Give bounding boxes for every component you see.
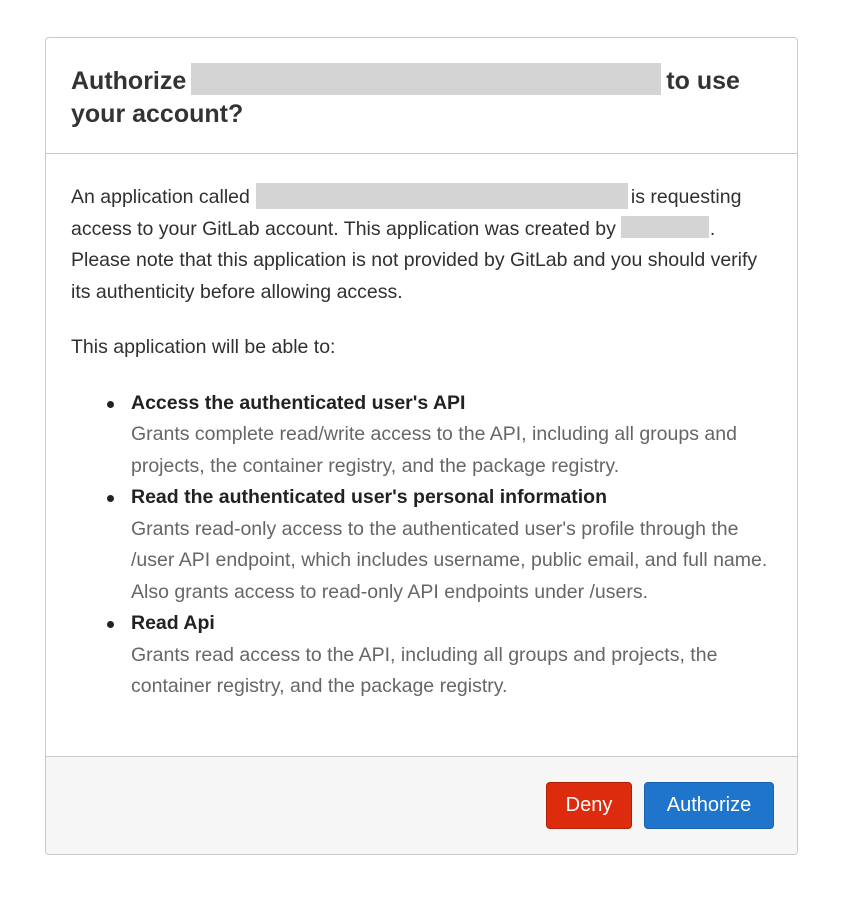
dialog-body <box>46 154 797 703</box>
scope-description: Grants read access to the API, including all groups and projects, the container registry, and the package registry. <box>131 643 718 697</box>
deny-button[interactable]: Deny <box>546 782 632 829</box>
bullet-icon <box>107 401 114 408</box>
scope-description: Grants read-only access to the authenticated user's profile through the /user API endpoint, which includes username, public email, and full name. Also grants access to read-only API endpoints under /users. <box>131 517 768 603</box>
dialog-title <box>71 65 772 131</box>
bullet-icon <box>107 495 114 502</box>
scope-name: Read Api <box>131 612 215 634</box>
scope-name: Read the authenticated user's personal information <box>131 486 607 508</box>
scope-item-api <box>131 388 772 483</box>
scope-item-read-api <box>131 608 772 703</box>
able-to-heading: This application will be able to: <box>71 336 336 358</box>
authorize-dialog <box>45 37 798 855</box>
dialog-header <box>46 38 797 154</box>
intro-text-1: An application called <box>71 186 250 208</box>
authorize-button[interactable]: Authorize <box>644 782 774 829</box>
scope-item-read-user <box>131 482 772 608</box>
redacted-app-name <box>191 63 661 95</box>
redacted-creator-name <box>621 216 709 238</box>
intro-text-2: is requesting access to your GitLab account. This application was created by <box>71 186 742 240</box>
scope-description: Grants complete read/write access to the API, including all groups and projects, the container registry, and the package registry. <box>131 423 737 477</box>
title-prefix: Authorize <box>71 67 187 95</box>
intro-text-3: . Please note that this application is not provided by GitLab and you should verify its authenticity before allowing access. <box>71 217 758 303</box>
bullet-icon <box>107 621 114 628</box>
scope-name: Access the authenticated user's API <box>131 391 466 414</box>
dialog-footer <box>46 756 797 854</box>
intro-paragraph <box>71 182 772 308</box>
redacted-app-name <box>256 183 628 209</box>
scope-list <box>71 388 772 703</box>
title-suffix: to use your account? <box>71 67 740 129</box>
